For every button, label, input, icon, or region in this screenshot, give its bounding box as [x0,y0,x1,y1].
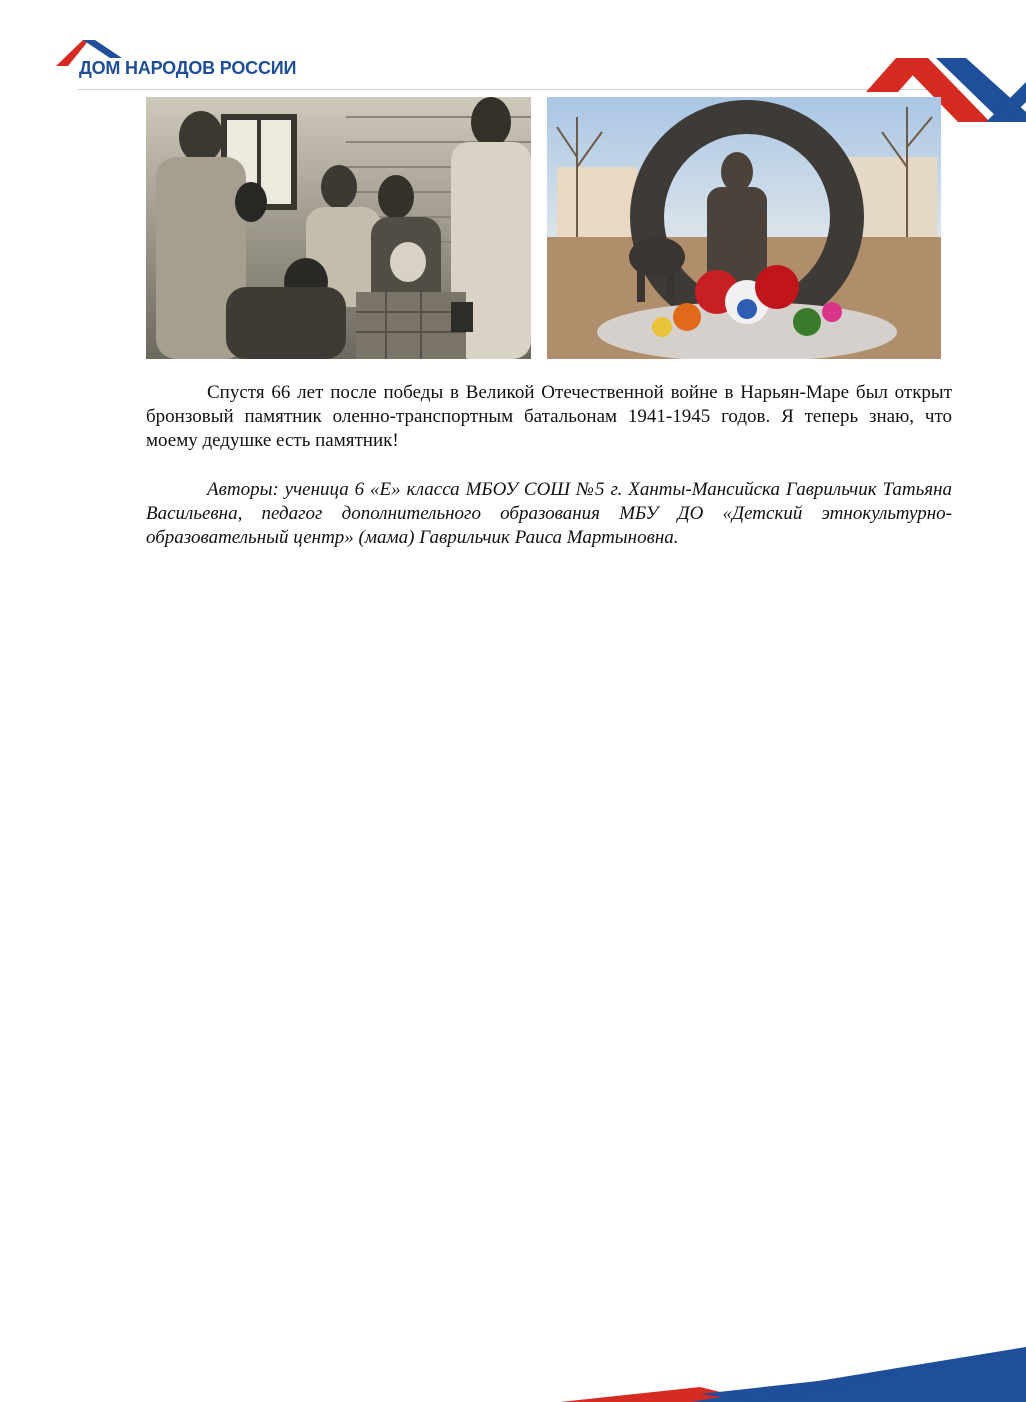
monument-photo [547,97,941,359]
authors-paragraph: Авторы: ученица 6 «Е» класса МБОУ СОШ №5 г. Ханты-Мансийска Гаврильчик Татьяна Васильевна, педагог дополнительного образования МБУ ДО «Детский этнокультурно-образовательный центр» (мама) Гаврильчик Раиса Мартыновна. [146,479,952,548]
logo-text: ДОМ НАРОДОВ РОССИИ [79,58,297,78]
main-paragraph: Спустя 66 лет после победы в Великой Отечественной войне в Нарьян-Маре был открыт бронзовый памятник оленно-транспортным батальонам 1941-1945 годов. Я теперь знаю, что моему дедушке есть памятник! [146,382,952,451]
historical-photo [146,97,531,359]
footer-stripes-decoration [0,1332,1026,1402]
brand-logo [56,36,316,86]
header-divider [78,89,938,90]
